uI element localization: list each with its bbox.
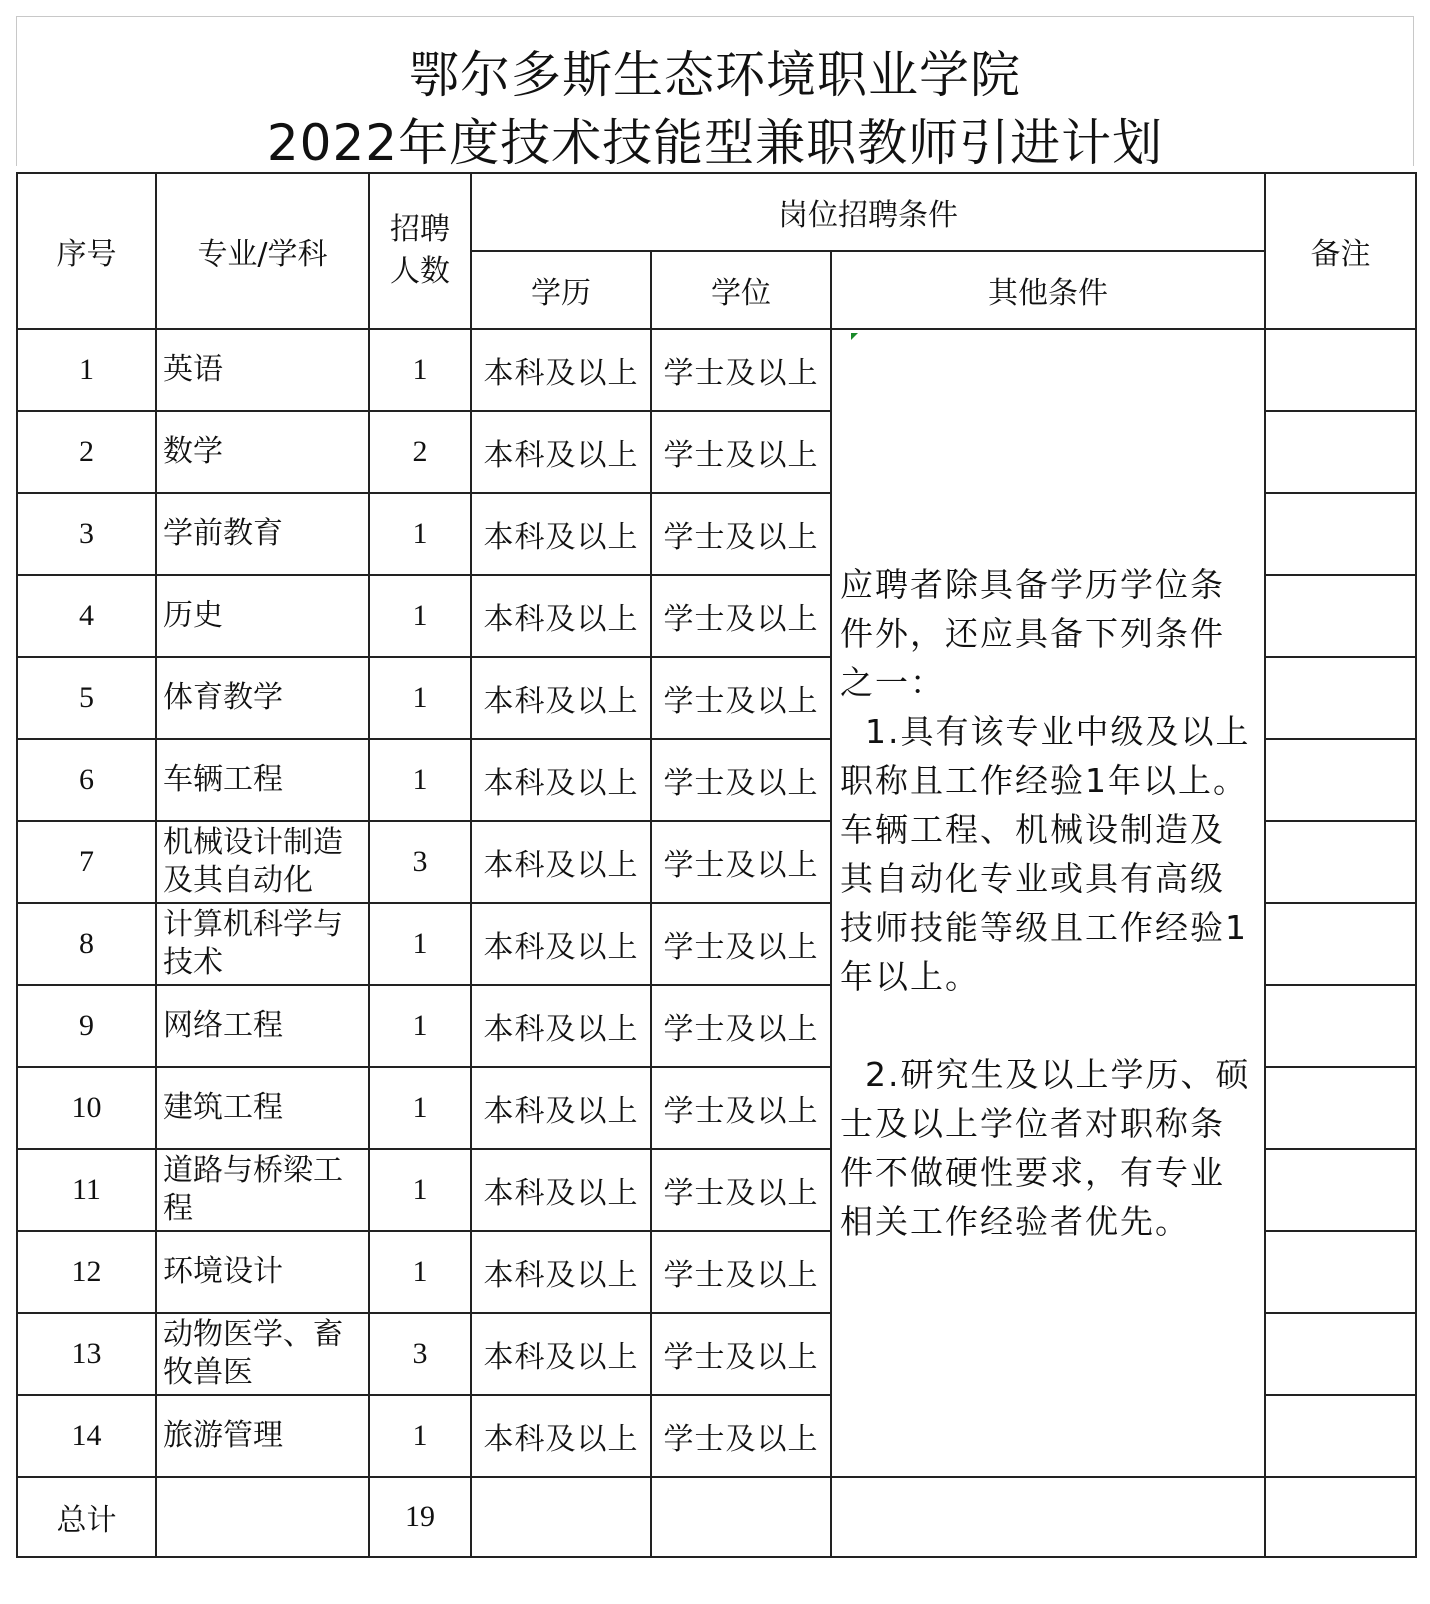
row-degree: 学士及以上: [651, 985, 831, 1067]
row-major: 旅游管理: [156, 1395, 369, 1477]
row-major: 网络工程: [156, 985, 369, 1067]
document-title: 鄂尔多斯生态环境职业学院: [409, 46, 1021, 104]
row-education: 本科及以上: [471, 1231, 651, 1313]
row-count: 1: [369, 329, 471, 411]
row-remarks: [1265, 903, 1416, 985]
row-education: 本科及以上: [471, 493, 651, 575]
row-remarks: [1265, 411, 1416, 493]
row-seq: 1: [17, 329, 156, 411]
row-education: 本科及以上: [471, 1395, 651, 1477]
row-education: 本科及以上: [471, 1149, 651, 1231]
row-major: 英语: [156, 329, 369, 411]
row-degree: 学士及以上: [651, 821, 831, 903]
row-count: 1: [369, 903, 471, 985]
row-education: 本科及以上: [471, 1067, 651, 1149]
row-count: 2: [369, 411, 471, 493]
table-row: [17, 329, 1416, 411]
row-remarks: [1265, 985, 1416, 1067]
row-remarks: [1265, 1067, 1416, 1149]
row-seq: 5: [17, 657, 156, 739]
row-remarks: [1265, 1395, 1416, 1477]
row-major: 建筑工程: [156, 1067, 369, 1149]
row-seq: 6: [17, 739, 156, 821]
row-major: 机械设计制造及其自动化: [156, 821, 369, 903]
row-education: 本科及以上: [471, 329, 651, 411]
row-major: 学前教育: [156, 493, 369, 575]
row-education: 本科及以上: [471, 657, 651, 739]
row-remarks: [1265, 1313, 1416, 1395]
row-count: 3: [369, 1313, 471, 1395]
row-education: 本科及以上: [471, 411, 651, 493]
total-label: 总计: [17, 1477, 156, 1557]
row-remarks: [1265, 739, 1416, 821]
row-major: 环境设计: [156, 1231, 369, 1313]
header-count-line2: 人数: [390, 254, 450, 289]
row-degree: 学士及以上: [651, 1313, 831, 1395]
cell-comment-marker: [851, 333, 858, 340]
other-conditions-text: 应聘者除具备学历学位条件外，还应具备下列条件之一： 1.具有该专业中级及以上职称且工作经验1年以上。车辆工程、机械设制造及其自动化专业或具有高级技师技能等级且工作经验1年以上。 2.研究生及以上学历、硕士及以上学位者对职称条件不做硬性要求，有专业相关工作经验者优先。: [831, 329, 1265, 1477]
row-major: 动物医学、畜牧兽医: [156, 1313, 369, 1395]
row-count: 1: [369, 575, 471, 657]
row-education: 本科及以上: [471, 985, 651, 1067]
row-count: 3: [369, 821, 471, 903]
row-education: 本科及以上: [471, 821, 651, 903]
header-conditions: 岗位招聘条件: [471, 173, 1265, 251]
row-degree: 学士及以上: [651, 1231, 831, 1313]
row-education: 本科及以上: [471, 739, 651, 821]
row-remarks: [1265, 657, 1416, 739]
row-count: 1: [369, 1067, 471, 1149]
header-major: 专业/学科: [156, 173, 369, 329]
row-count: 1: [369, 739, 471, 821]
row-remarks: [1265, 821, 1416, 903]
header-count: [369, 173, 471, 329]
row-seq: 9: [17, 985, 156, 1067]
row-degree: 学士及以上: [651, 329, 831, 411]
row-degree: 学士及以上: [651, 493, 831, 575]
row-remarks: [1265, 575, 1416, 657]
row-seq: 4: [17, 575, 156, 657]
header-education: 学历: [471, 251, 651, 329]
row-degree: 学士及以上: [651, 903, 831, 985]
row-education: 本科及以上: [471, 903, 651, 985]
row-remarks: [1265, 1149, 1416, 1231]
row-major: 体育教学: [156, 657, 369, 739]
total-remarks-cell: [1265, 1477, 1416, 1557]
row-count: 1: [369, 1149, 471, 1231]
row-seq: 7: [17, 821, 156, 903]
row-degree: 学士及以上: [651, 657, 831, 739]
row-degree: 学士及以上: [651, 1067, 831, 1149]
row-seq: 13: [17, 1313, 156, 1395]
row-seq: 3: [17, 493, 156, 575]
row-count: 1: [369, 1395, 471, 1477]
row-count: 1: [369, 657, 471, 739]
row-seq: 14: [17, 1395, 156, 1477]
row-degree: 学士及以上: [651, 739, 831, 821]
document-subtitle: 2022年度技术技能型兼职教师引进计划: [266, 114, 1164, 172]
row-major: 车辆工程: [156, 739, 369, 821]
row-major: 数学: [156, 411, 369, 493]
row-seq: 12: [17, 1231, 156, 1313]
header-seq: 序号: [17, 173, 156, 329]
row-degree: 学士及以上: [651, 575, 831, 657]
row-degree: 学士及以上: [651, 411, 831, 493]
total-count: 19: [369, 1477, 471, 1557]
row-seq: 8: [17, 903, 156, 985]
title-box: [16, 16, 1414, 172]
header-other: 其他条件: [831, 251, 1265, 329]
total-major-cell: [156, 1477, 369, 1557]
row-count: 1: [369, 1231, 471, 1313]
row-major: 道路与桥梁工程: [156, 1149, 369, 1231]
row-degree: 学士及以上: [651, 1395, 831, 1477]
row-major: 历史: [156, 575, 369, 657]
row-count: 1: [369, 985, 471, 1067]
recruitment-table: [16, 172, 1417, 1558]
row-remarks: [1265, 329, 1416, 411]
total-education-cell: [471, 1477, 651, 1557]
header-count-line1: 招聘: [390, 212, 450, 247]
row-degree: 学士及以上: [651, 1149, 831, 1231]
total-other-cell: [831, 1477, 1265, 1557]
total-degree-cell: [651, 1477, 831, 1557]
row-education: 本科及以上: [471, 575, 651, 657]
row-seq: 11: [17, 1149, 156, 1231]
row-education: 本科及以上: [471, 1313, 651, 1395]
row-count: 1: [369, 493, 471, 575]
row-seq: 2: [17, 411, 156, 493]
header-remarks: 备注: [1265, 173, 1416, 329]
row-seq: 10: [17, 1067, 156, 1149]
row-remarks: [1265, 1231, 1416, 1313]
row-remarks: [1265, 493, 1416, 575]
header-degree: 学位: [651, 251, 831, 329]
row-major: 计算机科学与技术: [156, 903, 369, 985]
